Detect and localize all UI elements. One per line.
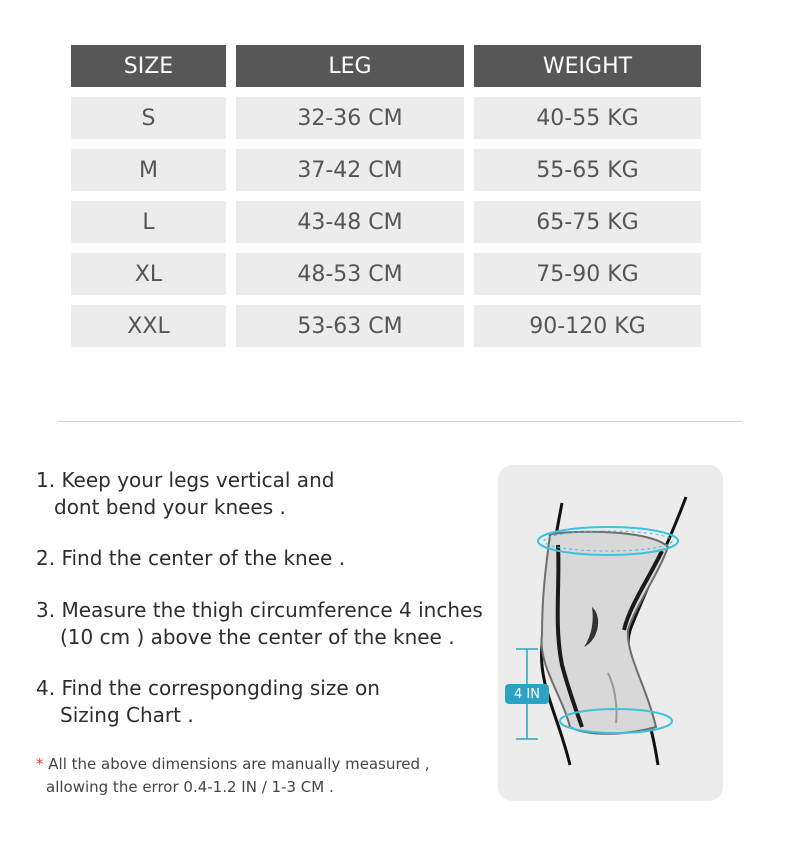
cell-size: M [71,149,226,191]
step-text: dont bend your knees . [54,495,286,519]
knee-sleeve-illustration [498,465,723,801]
step-text: 3. Measure the thigh circumference 4 inches [36,598,483,622]
step-text: (10 cm ) above the center of the knee . [60,625,455,649]
step-text: 4. Find the correspongding size on [36,676,380,700]
asterisk: * [36,755,44,773]
instruction-step-2 [36,545,345,572]
instruction-step-4 [36,675,380,729]
cell-weight: 55-65 KG [474,149,701,191]
note-text: All the above dimensions are manually measured , [48,755,430,773]
measurement-note [36,753,430,799]
step-text: 2. Find the center of the knee . [36,546,346,570]
measure-label: 4 IN [505,684,549,704]
cell-leg: 48-53 CM [236,253,464,295]
cell-leg: 32-36 CM [236,97,464,139]
cell-size: XL [71,253,226,295]
cell-weight: 65-75 KG [474,201,701,243]
step-text: Sizing Chart . [60,703,194,727]
step-text: 1. Keep your legs vertical and [36,468,335,492]
cell-size: S [71,97,226,139]
cell-weight: 90-120 KG [474,305,701,347]
section-divider [58,421,742,422]
knee-sleeve-drawing [498,465,723,801]
header-weight: WEIGHT [474,45,701,87]
header-leg: LEG [236,45,464,87]
cell-leg: 53-63 CM [236,305,464,347]
instruction-step-1 [36,467,334,521]
cell-leg: 43-48 CM [236,201,464,243]
cell-leg: 37-42 CM [236,149,464,191]
cell-size: XXL [71,305,226,347]
cell-weight: 75-90 KG [474,253,701,295]
instruction-step-3 [36,597,483,651]
cell-weight: 40-55 KG [474,97,701,139]
cell-size: L [71,201,226,243]
note-text: allowing the error 0.4-1.2 IN / 1-3 CM . [46,778,334,796]
header-size: SIZE [71,45,226,87]
